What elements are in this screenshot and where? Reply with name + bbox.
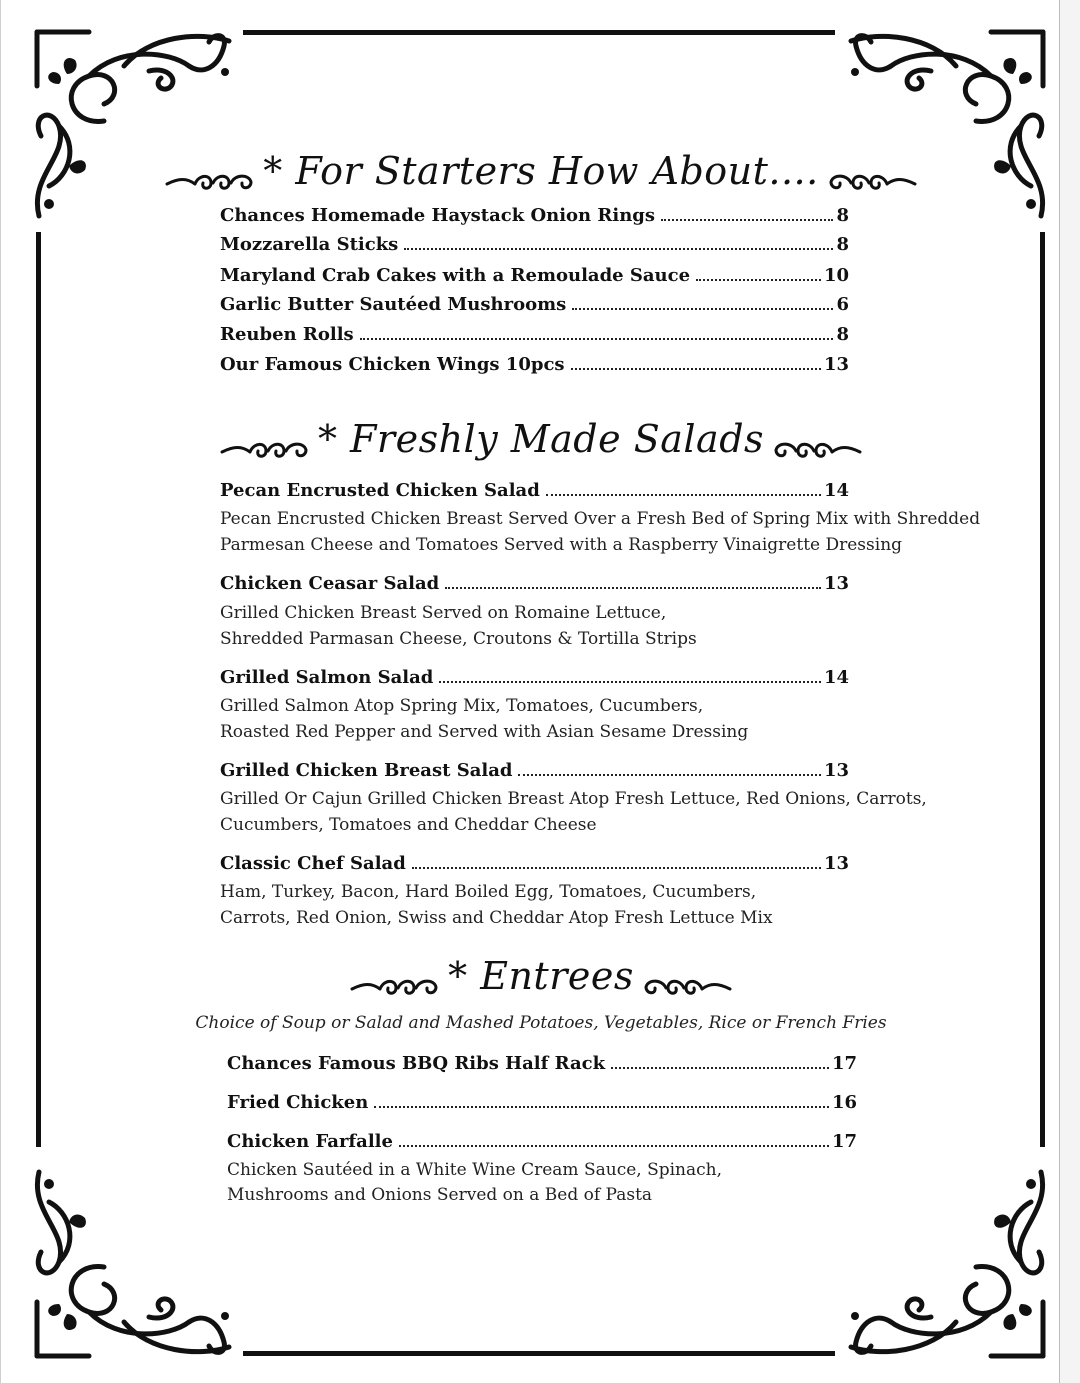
flourish-left-icon: [220, 427, 310, 451]
leader-dots: [611, 1067, 829, 1069]
item-price: 8: [836, 234, 849, 255]
item-name: Chicken Farfalle: [227, 1131, 393, 1152]
flourish-left-icon: [350, 964, 440, 988]
flourish-right-icon: [772, 427, 862, 451]
item-description: Parmesan Cheese and Tomatoes Served with a Raspberry Vinaigrette Dressing: [220, 535, 903, 555]
menu-item: [220, 354, 849, 375]
salads-heading: [1, 413, 1080, 461]
menu-item: [220, 324, 849, 345]
item-price: 17: [831, 1131, 857, 1152]
frame-left-line: [36, 232, 41, 1147]
item-name: Chances Homemade Haystack Onion Rings: [220, 205, 656, 226]
item-description: Shredded Parmasan Cheese, Croutons & Tortilla Strips: [220, 629, 697, 649]
item-price: 17: [831, 1053, 857, 1074]
item-description: Roasted Red Pepper and Served with Asian Sesame Dressing: [220, 722, 749, 742]
item-name: Our Famous Chicken Wings 10pcs: [220, 354, 565, 375]
leader-dots: [412, 867, 821, 869]
menu-item: [227, 1131, 857, 1152]
item-name: Grilled Salmon Salad: [220, 667, 434, 688]
leader-dots: [518, 774, 820, 776]
leader-dots: [360, 338, 834, 340]
flourish-left-icon: [165, 159, 255, 183]
item-price: 14: [823, 667, 849, 688]
corner-ornament-icon: [821, 1132, 1051, 1362]
item-description: Cucumbers, Tomatoes and Cheddar Cheese: [220, 815, 597, 835]
section-title: * For Starters How About....: [263, 148, 819, 193]
item-description: Ham, Turkey, Bacon, Hard Boiled Egg, Tomatoes, Cucumbers,: [220, 882, 757, 902]
frame-top-line: [243, 30, 835, 35]
item-price: 14: [823, 480, 849, 501]
leader-dots: [696, 279, 821, 281]
menu-item: [220, 265, 849, 286]
menu-item: [220, 205, 849, 226]
menu-item: [220, 667, 849, 688]
leader-dots: [404, 248, 833, 250]
item-description: Pecan Encrusted Chicken Breast Served Over a Fresh Bed of Spring Mix with Shredded: [220, 509, 981, 529]
corner-ornament-icon: [29, 1132, 259, 1362]
frame-bottom-line: [243, 1351, 835, 1356]
menu-item: [220, 853, 849, 874]
menu-item: [220, 294, 849, 315]
item-description: Grilled Or Cajun Grilled Chicken Breast Atop Fresh Lettuce, Red Onions, Carrots,: [220, 789, 927, 809]
menu-item: [220, 573, 849, 594]
corner-ornament-icon: [821, 26, 1051, 256]
leader-dots: [571, 368, 821, 370]
item-price: 16: [831, 1092, 857, 1113]
item-name: Garlic Butter Sautéed Mushrooms: [220, 294, 567, 315]
item-name: Fried Chicken: [227, 1092, 369, 1113]
item-price: 8: [836, 324, 849, 345]
menu-item: [227, 1053, 857, 1074]
menu-item: [220, 760, 849, 781]
section-title: * Entrees: [448, 953, 634, 998]
entrees-note: Choice of Soup or Salad and Mashed Potatoes, Vegetables, Rice or French Fries: [195, 1013, 887, 1033]
item-price: 13: [823, 853, 849, 874]
leader-dots: [445, 587, 821, 589]
item-description: Mushrooms and Onions Served on a Bed of Pasta: [227, 1185, 653, 1205]
item-price: 6: [836, 294, 849, 315]
frame-right-line: [1040, 232, 1045, 1147]
menu-item: [220, 234, 849, 255]
leader-dots: [374, 1106, 829, 1108]
item-name: Classic Chef Salad: [220, 853, 406, 874]
item-price: 13: [823, 760, 849, 781]
item-name: Maryland Crab Cakes with a Remoulade Sauce: [220, 265, 691, 286]
flourish-right-icon: [827, 159, 917, 183]
item-name: Chicken Ceasar Salad: [220, 573, 440, 594]
item-price: 8: [836, 205, 849, 226]
item-description: Grilled Chicken Breast Served on Romaine Lettuce,: [220, 603, 667, 623]
leader-dots: [546, 494, 821, 496]
leader-dots: [572, 308, 833, 310]
item-price: 13: [823, 354, 849, 375]
menu-item: [220, 480, 849, 501]
item-name: Reuben Rolls: [220, 324, 354, 345]
item-price: 10: [823, 265, 849, 286]
item-price: 13: [823, 573, 849, 594]
menu-item: [227, 1092, 857, 1113]
item-description: Chicken Sautéed in a White Wine Cream Sauce, Spinach,: [227, 1160, 723, 1180]
leader-dots: [661, 219, 833, 221]
flourish-right-icon: [642, 964, 732, 988]
section-title: * Freshly Made Salads: [317, 416, 765, 461]
item-description: Carrots, Red Onion, Swiss and Cheddar Atop Fresh Lettuce Mix: [220, 908, 773, 928]
item-name: Pecan Encrusted Chicken Salad: [220, 480, 540, 501]
leader-dots: [439, 681, 821, 683]
item-name: Mozzarella Sticks: [220, 234, 399, 255]
item-name: Grilled Chicken Breast Salad: [220, 760, 513, 781]
item-name: Chances Famous BBQ Ribs Half Rack: [227, 1053, 606, 1074]
item-description: Grilled Salmon Atop Spring Mix, Tomatoes, Cucumbers,: [220, 696, 704, 716]
entrees-heading: [1, 950, 1080, 998]
leader-dots: [399, 1145, 829, 1147]
starters-heading: [1, 145, 1080, 193]
